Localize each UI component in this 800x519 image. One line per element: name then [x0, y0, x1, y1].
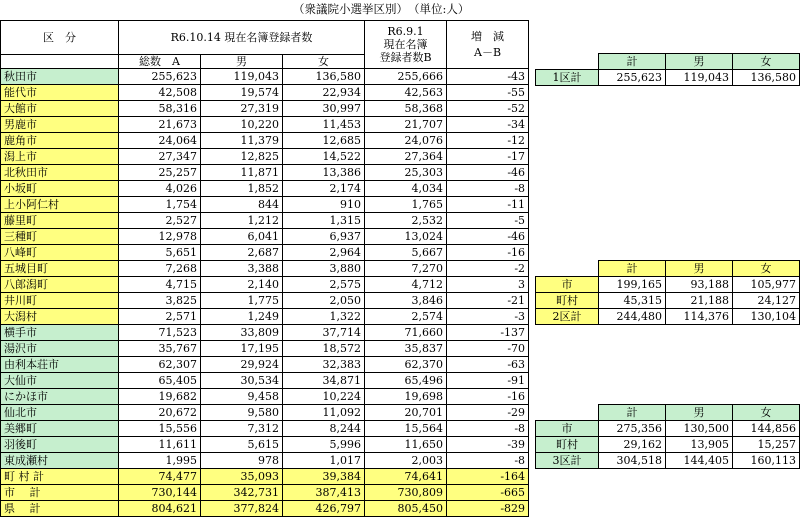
district-female: 105,977: [733, 277, 800, 293]
male-count: 2,140: [201, 277, 283, 293]
diff-count: -43: [447, 69, 529, 85]
prev-count: 15,564: [365, 421, 447, 437]
female-count: 14,522: [283, 149, 365, 165]
total-count: 71,523: [119, 325, 201, 341]
d1-head-male: 男: [666, 54, 733, 70]
female-count: 910: [283, 197, 365, 213]
district-female: 15,257: [733, 437, 800, 453]
prev-count: 1,765: [365, 197, 447, 213]
d1-total: 255,623: [599, 70, 666, 86]
prev-count: 74,641: [365, 469, 447, 485]
diff-count: -17: [447, 149, 529, 165]
district-male: 114,376: [666, 309, 733, 325]
total-count: 58,316: [119, 101, 201, 117]
male-count: 2,687: [201, 245, 283, 261]
total-row: [1, 501, 529, 517]
male-count: 29,924: [201, 357, 283, 373]
d1-head-total: 計: [599, 54, 666, 70]
prev-count: 5,667: [365, 245, 447, 261]
district-total: 45,315: [599, 293, 666, 309]
total-count: 4,026: [119, 181, 201, 197]
district-female: 144,856: [733, 421, 800, 437]
female-count: 12,685: [283, 133, 365, 149]
table-row: [1, 181, 529, 197]
district-female: 160,113: [733, 453, 800, 469]
prev-count: 20,701: [365, 405, 447, 421]
total-count: 7,268: [119, 261, 201, 277]
female-count: 34,871: [283, 373, 365, 389]
female-count: 11,453: [283, 117, 365, 133]
municipality-name: 八郎潟町: [1, 277, 119, 293]
prev-count: 3,846: [365, 293, 447, 309]
male-count: 11,871: [201, 165, 283, 181]
prev-count: 4,034: [365, 181, 447, 197]
municipality-name: 八峰町: [1, 245, 119, 261]
total-count: 25,257: [119, 165, 201, 181]
district-row: [536, 453, 800, 469]
diff-count: -137: [447, 325, 529, 341]
district-male: 130,500: [666, 421, 733, 437]
district-total: 275,356: [599, 421, 666, 437]
female-count: 30,997: [283, 101, 365, 117]
table-row: [1, 213, 529, 229]
male-count: 33,809: [201, 325, 283, 341]
table-row: [1, 229, 529, 245]
district-total: 29,162: [599, 437, 666, 453]
male-count: 1,249: [201, 309, 283, 325]
total-count: 255,623: [119, 69, 201, 85]
voter-registration-table: [0, 20, 529, 517]
total-count: 24,064: [119, 133, 201, 149]
table-row: [1, 69, 529, 85]
district-male: 93,188: [666, 277, 733, 293]
male-count: 7,312: [201, 421, 283, 437]
total-count: 1,754: [119, 197, 201, 213]
female-count: 5,996: [283, 437, 365, 453]
municipality-name: 能代市: [1, 85, 119, 101]
male-count: 27,319: [201, 101, 283, 117]
municipality-name: 大潟村: [1, 309, 119, 325]
prev-count: 24,076: [365, 133, 447, 149]
municipality-name: 湯沢市: [1, 341, 119, 357]
municipality-name: 東成瀬村: [1, 453, 119, 469]
municipality-name: 美郷町: [1, 421, 119, 437]
prev-count: 7,270: [365, 261, 447, 277]
diff-count: -34: [447, 117, 529, 133]
district-female: 130,104: [733, 309, 800, 325]
header-total: 総数 A: [119, 55, 201, 69]
table-row: [1, 293, 529, 309]
female-count: 37,714: [283, 325, 365, 341]
total-count: 804,621: [119, 501, 201, 517]
district-row: [536, 293, 800, 309]
total-count: 19,682: [119, 389, 201, 405]
header-diff: 増 減 A－B: [447, 21, 529, 69]
male-count: 342,731: [201, 485, 283, 501]
male-count: 12,825: [201, 149, 283, 165]
table-row: [1, 277, 529, 293]
total-count: 35,767: [119, 341, 201, 357]
total-name: 県 計: [1, 501, 119, 517]
female-count: 11,092: [283, 405, 365, 421]
prev-count: 62,370: [365, 357, 447, 373]
prev-count: 805,450: [365, 501, 447, 517]
prev-count: 27,364: [365, 149, 447, 165]
total-count: 27,347: [119, 149, 201, 165]
table-row: [1, 357, 529, 373]
d3-head-female: 女: [733, 405, 800, 421]
male-count: 10,220: [201, 117, 283, 133]
prev-count: 71,660: [365, 325, 447, 341]
table-row: [1, 101, 529, 117]
male-count: 844: [201, 197, 283, 213]
total-count: 21,673: [119, 117, 201, 133]
total-count: 11,611: [119, 437, 201, 453]
diff-count: -46: [447, 165, 529, 181]
female-count: 2,964: [283, 245, 365, 261]
diff-count: -55: [447, 85, 529, 101]
diff-count: -665: [447, 485, 529, 501]
diff-count: 3: [447, 277, 529, 293]
header-current: R6.10.14 現在名簿登録者数: [119, 21, 365, 55]
table-row: [1, 421, 529, 437]
table-row: [1, 197, 529, 213]
female-count: 2,050: [283, 293, 365, 309]
table-row: [1, 117, 529, 133]
total-count: 20,672: [119, 405, 201, 421]
total-row: [1, 469, 529, 485]
municipality-name: にかほ市: [1, 389, 119, 405]
male-count: 1,212: [201, 213, 283, 229]
male-count: 978: [201, 453, 283, 469]
d3-head-total: 計: [599, 405, 666, 421]
district-total: 304,518: [599, 453, 666, 469]
municipality-name: 潟上市: [1, 149, 119, 165]
municipality-name: 北秋田市: [1, 165, 119, 181]
d2-head-female: 女: [733, 261, 800, 277]
male-count: 5,615: [201, 437, 283, 453]
diff-count: -5: [447, 213, 529, 229]
header-blank: [1, 55, 119, 69]
diff-count: -52: [447, 101, 529, 117]
prev-count: 58,368: [365, 101, 447, 117]
prev-count: 42,563: [365, 85, 447, 101]
prev-count: 2,574: [365, 309, 447, 325]
prev-count: 19,698: [365, 389, 447, 405]
total-count: 74,477: [119, 469, 201, 485]
d2-head-male: 男: [666, 261, 733, 277]
prev-count: 21,707: [365, 117, 447, 133]
female-count: 18,572: [283, 341, 365, 357]
female-count: 387,413: [283, 485, 365, 501]
table-row: [1, 133, 529, 149]
district-label: 市: [536, 421, 599, 437]
header-prev: R6.9.1 現在名簿 登録者数B: [365, 21, 447, 69]
male-count: 9,458: [201, 389, 283, 405]
female-count: 22,934: [283, 85, 365, 101]
total-count: 2,571: [119, 309, 201, 325]
prev-count: 2,003: [365, 453, 447, 469]
diff-count: -8: [447, 453, 529, 469]
municipality-name: 上小阿仁村: [1, 197, 119, 213]
prev-count: 11,650: [365, 437, 447, 453]
female-count: 1,315: [283, 213, 365, 229]
male-count: 6,041: [201, 229, 283, 245]
municipality-name: 大仙市: [1, 373, 119, 389]
female-count: 426,797: [283, 501, 365, 517]
female-count: 2,575: [283, 277, 365, 293]
prev-count: 730,809: [365, 485, 447, 501]
unit-caption: （衆議院小選挙区別） （単位:人）: [293, 2, 470, 16]
district-label: 3区計: [536, 453, 599, 469]
female-count: 6,937: [283, 229, 365, 245]
male-count: 1,775: [201, 293, 283, 309]
female-count: 1,017: [283, 453, 365, 469]
district-label: 市: [536, 277, 599, 293]
district-female: 24,127: [733, 293, 800, 309]
d1-male: 119,043: [666, 70, 733, 86]
municipality-name: 小坂町: [1, 181, 119, 197]
header-female: 女: [283, 55, 365, 69]
table-row: [1, 165, 529, 181]
total-count: 1,995: [119, 453, 201, 469]
total-count: 62,307: [119, 357, 201, 373]
male-count: 377,824: [201, 501, 283, 517]
table-row: [1, 341, 529, 357]
male-count: 35,093: [201, 469, 283, 485]
district-row: [536, 309, 800, 325]
male-count: 3,388: [201, 261, 283, 277]
municipality-name: 仙北市: [1, 405, 119, 421]
table-row: [1, 309, 529, 325]
prev-count: 2,532: [365, 213, 447, 229]
female-count: 1,322: [283, 309, 365, 325]
prev-count: 4,712: [365, 277, 447, 293]
d3-head-male: 男: [666, 405, 733, 421]
male-count: 9,580: [201, 405, 283, 421]
total-name: 市 計: [1, 485, 119, 501]
diff-count: -8: [447, 181, 529, 197]
diff-count: -11: [447, 197, 529, 213]
female-count: 39,384: [283, 469, 365, 485]
female-count: 10,224: [283, 389, 365, 405]
district-label: 2区計: [536, 309, 599, 325]
table-row: [1, 85, 529, 101]
district-total: 199,165: [599, 277, 666, 293]
total-count: 12,978: [119, 229, 201, 245]
male-count: 19,574: [201, 85, 283, 101]
municipality-name: 横手市: [1, 325, 119, 341]
d2-head-total: 計: [599, 261, 666, 277]
male-count: 119,043: [201, 69, 283, 85]
total-row: [1, 485, 529, 501]
female-count: 32,383: [283, 357, 365, 373]
total-count: 2,527: [119, 213, 201, 229]
district-row: [536, 421, 800, 437]
district-male: 13,905: [666, 437, 733, 453]
prev-count: 13,024: [365, 229, 447, 245]
female-count: 136,580: [283, 69, 365, 85]
diff-count: -91: [447, 373, 529, 389]
total-count: 5,651: [119, 245, 201, 261]
total-count: 4,715: [119, 277, 201, 293]
diff-count: -63: [447, 357, 529, 373]
male-count: 11,379: [201, 133, 283, 149]
district-label: 町村: [536, 437, 599, 453]
district2-table: [535, 260, 800, 325]
prev-count: 35,837: [365, 341, 447, 357]
total-count: 3,825: [119, 293, 201, 309]
header-kubun: 区 分: [1, 21, 119, 55]
municipality-name: 男鹿市: [1, 117, 119, 133]
municipality-name: 五城目町: [1, 261, 119, 277]
diff-count: -2: [447, 261, 529, 277]
diff-count: -39: [447, 437, 529, 453]
diff-count: -16: [447, 245, 529, 261]
male-count: 1,852: [201, 181, 283, 197]
prev-count: 65,496: [365, 373, 447, 389]
female-count: 3,880: [283, 261, 365, 277]
total-count: 65,405: [119, 373, 201, 389]
male-count: 30,534: [201, 373, 283, 389]
diff-count: -829: [447, 501, 529, 517]
diff-count: -8: [447, 421, 529, 437]
table-row: [1, 405, 529, 421]
district3-table: [535, 404, 800, 469]
district-male: 21,188: [666, 293, 733, 309]
male-count: 17,195: [201, 341, 283, 357]
municipality-name: 井川町: [1, 293, 119, 309]
diff-count: -12: [447, 133, 529, 149]
diff-count: -16: [447, 389, 529, 405]
table-row: [1, 245, 529, 261]
header-male: 男: [201, 55, 283, 69]
table-row: [1, 389, 529, 405]
diff-count: -70: [447, 341, 529, 357]
municipality-name: 大館市: [1, 101, 119, 117]
table-row: [1, 261, 529, 277]
municipality-name: 藤里町: [1, 213, 119, 229]
prev-count: 25,303: [365, 165, 447, 181]
district-row: [536, 437, 800, 453]
female-count: 2,174: [283, 181, 365, 197]
table-row: [1, 325, 529, 341]
table-row: [1, 149, 529, 165]
district-row: [536, 277, 800, 293]
diff-count: -46: [447, 229, 529, 245]
diff-count: -164: [447, 469, 529, 485]
d1-label: 1区計: [536, 70, 599, 86]
total-name: 町 村 計: [1, 469, 119, 485]
table-row: [1, 437, 529, 453]
municipality-name: 三種町: [1, 229, 119, 245]
diff-count: -21: [447, 293, 529, 309]
district1-table: [535, 53, 800, 86]
total-count: 42,508: [119, 85, 201, 101]
diff-count: -29: [447, 405, 529, 421]
municipality-name: 由利本荘市: [1, 357, 119, 373]
municipality-name: 鹿角市: [1, 133, 119, 149]
district-total: 244,480: [599, 309, 666, 325]
prev-count: 255,666: [365, 69, 447, 85]
female-count: 13,386: [283, 165, 365, 181]
total-count: 15,556: [119, 421, 201, 437]
district-male: 144,405: [666, 453, 733, 469]
d1-head-female: 女: [733, 54, 800, 70]
total-count: 730,144: [119, 485, 201, 501]
female-count: 8,244: [283, 421, 365, 437]
district-label: 町村: [536, 293, 599, 309]
d1-female: 136,580: [733, 70, 800, 86]
diff-count: -3: [447, 309, 529, 325]
municipality-name: 秋田市: [1, 69, 119, 85]
municipality-name: 羽後町: [1, 437, 119, 453]
table-row: [1, 453, 529, 469]
table-row: [1, 373, 529, 389]
